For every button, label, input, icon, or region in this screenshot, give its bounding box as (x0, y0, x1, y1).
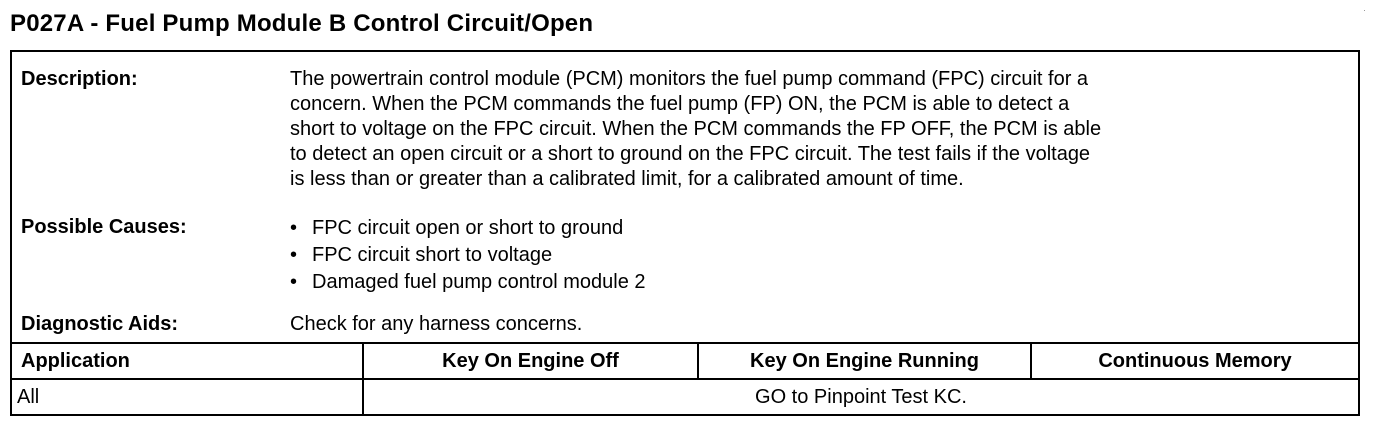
table-cell-action: GO to Pinpoint Test KC. (755, 386, 967, 408)
possible-causes-label: Possible Causes: (21, 216, 187, 238)
cause-text: Damaged fuel pump control module 2 (312, 271, 646, 293)
diagnostic-aids-text: Check for any harness concerns. (290, 313, 583, 335)
list-item (290, 215, 1342, 242)
list-item (290, 242, 1342, 269)
table-header-koer: Key On Engine Running (750, 350, 979, 372)
description-label: Description: (21, 68, 138, 90)
bullet-icon: • (290, 217, 298, 239)
scan-artifact (1364, 10, 1365, 11)
table-header-koeo: Key On Engine Off (442, 350, 619, 372)
table-divider (1030, 344, 1032, 378)
description-line: is less than or greater than a calibrated limit, for a calibrated amount of time. (290, 168, 964, 190)
dtc-info-box (10, 50, 1360, 416)
bullet-icon: • (290, 244, 298, 266)
application-table (12, 342, 1358, 416)
diagnostic-aids-label: Diagnostic Aids: (21, 313, 179, 335)
bullet-icon: • (290, 271, 298, 293)
table-header-continuous-memory: Continuous Memory (1098, 350, 1292, 372)
table-header-application: Application (21, 350, 130, 372)
description-text (290, 67, 1342, 192)
list-item (290, 269, 1342, 296)
possible-causes-list (290, 215, 1342, 296)
cause-text: FPC circuit short to voltage (312, 244, 553, 266)
table-cell-application: All (17, 386, 40, 408)
description-line: The powertrain control module (PCM) monitors the fuel pump command (FPC) circuit for a (290, 68, 1089, 90)
page-title: P027A - Fuel Pump Module B Control Circuit/Open (10, 10, 594, 37)
description-line: concern. When the PCM commands the fuel pump (FP) ON, the PCM is able to detect a (290, 93, 1070, 115)
description-line: short to voltage on the FPC circuit. When the PCM commands the FP OFF, the PCM is able (290, 118, 1102, 140)
cause-text: FPC circuit open or short to ground (312, 217, 624, 239)
description-line: to detect an open circuit or a short to ground on the FPC circuit. The test fails if the voltage (290, 143, 1091, 165)
table-divider (697, 344, 699, 378)
